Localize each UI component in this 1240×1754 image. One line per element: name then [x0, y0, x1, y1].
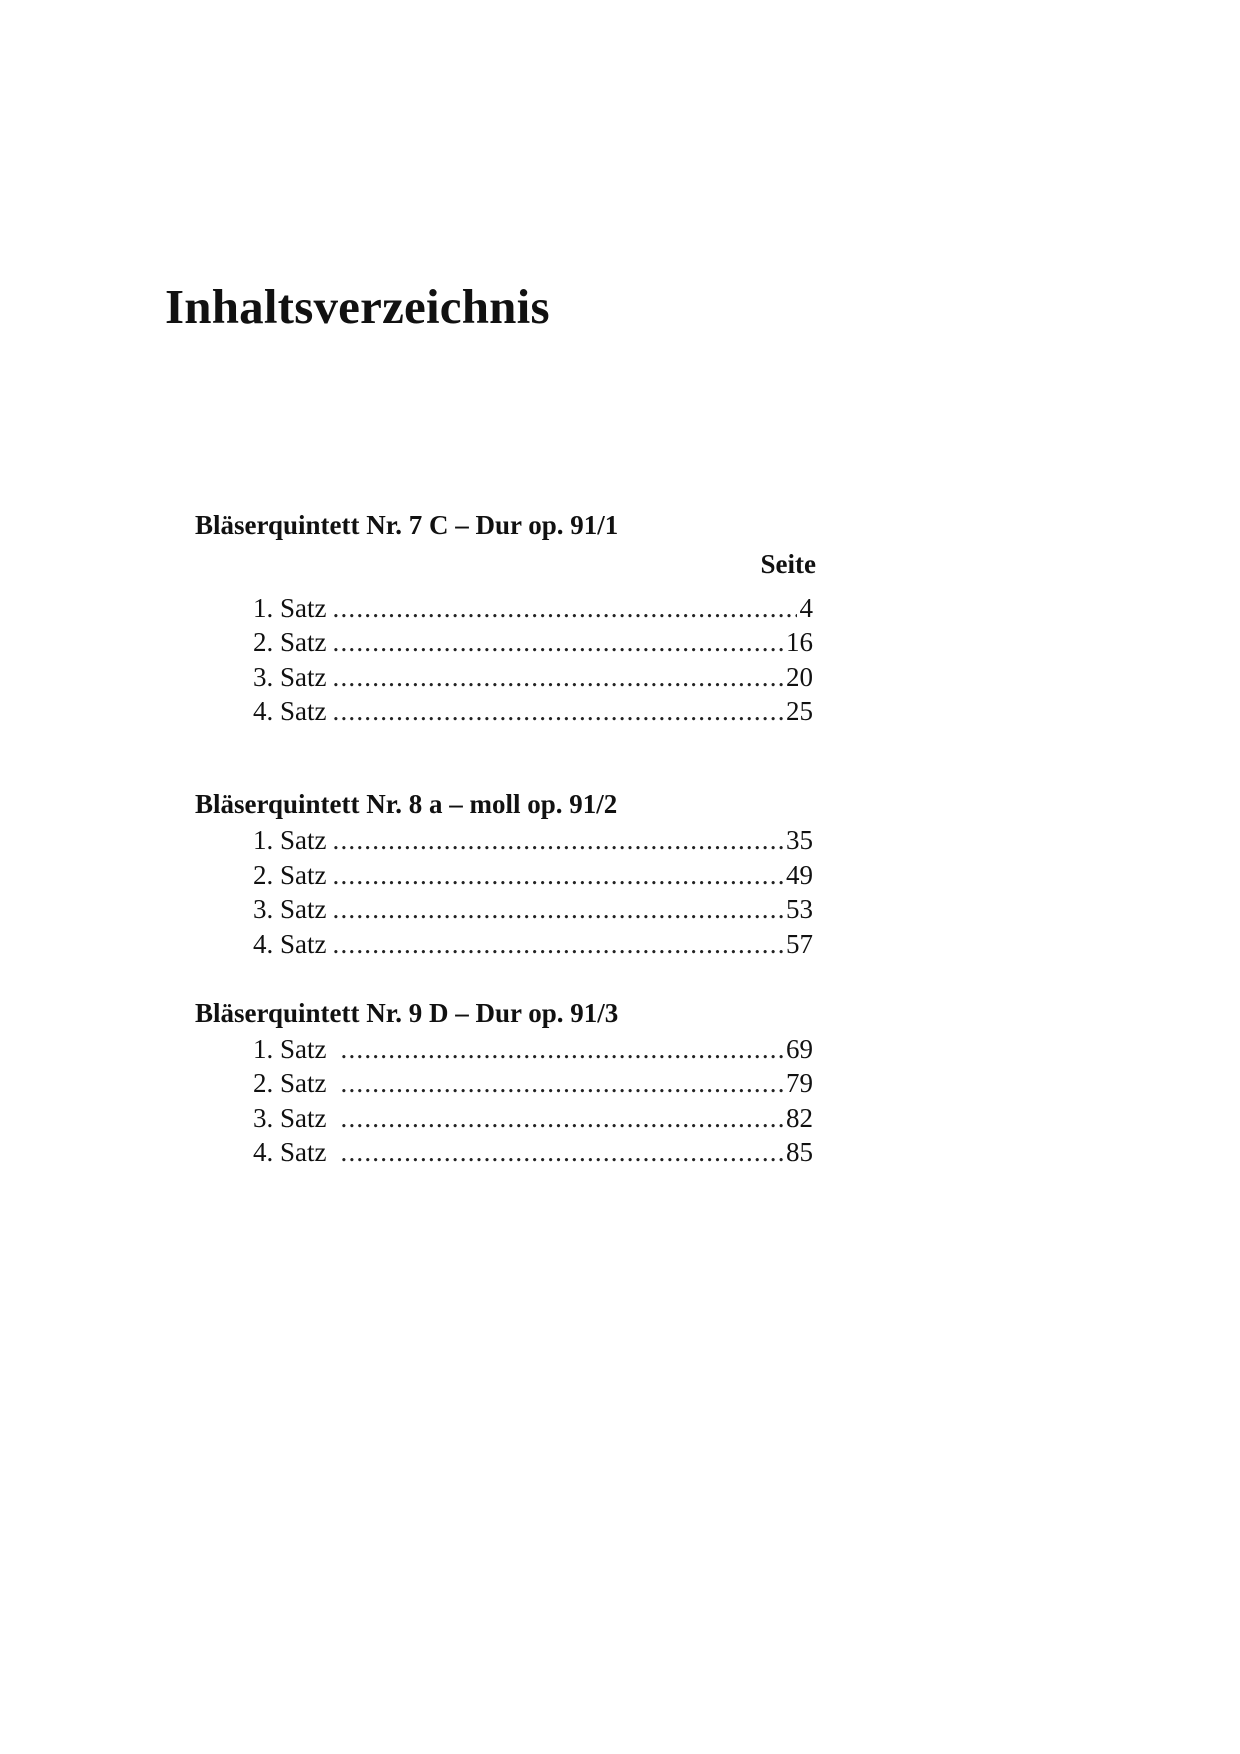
toc-entry-nr9-satz1[interactable] [253, 1036, 813, 1068]
movement-label: 4. Satz [253, 1137, 327, 1167]
movement-label: 4. Satz [253, 696, 327, 726]
page-number: 53 [786, 894, 813, 924]
page-number: 57 [786, 929, 813, 959]
work-heading-nr9: Bläserquintett Nr. 9 D – Dur op. 91/3 [195, 998, 619, 1028]
toc-entry-nr7-satz3[interactable] [253, 664, 813, 696]
dot-leader [333, 698, 784, 725]
movement-label: 2. Satz [253, 627, 327, 657]
movement-label: 2. Satz [253, 1068, 327, 1098]
dot-leader [341, 1070, 784, 1097]
dot-leader [341, 1139, 784, 1166]
movement-label: 1. Satz [253, 1034, 327, 1064]
page-number: 16 [786, 627, 813, 657]
movement-label: 1. Satz [253, 593, 327, 623]
page-number: 82 [786, 1103, 813, 1133]
toc-entry-nr8-satz2[interactable] [253, 862, 813, 894]
dot-leader [333, 931, 784, 958]
work-heading-nr8: Bläserquintett Nr. 8 a – moll op. 91/2 [195, 789, 618, 819]
page-title: Inhaltsverzeichnis [165, 279, 550, 334]
page-number: 25 [786, 696, 813, 726]
work-heading-nr7: Bläserquintett Nr. 7 C – Dur op. 91/1 [195, 510, 619, 540]
dot-leader [341, 1105, 784, 1132]
toc-entry-nr7-satz2[interactable] [253, 629, 813, 661]
toc-entry-nr9-satz2[interactable] [253, 1070, 813, 1102]
toc-entry-nr7-satz4[interactable] [253, 698, 813, 730]
dot-leader [333, 629, 784, 656]
page-number: 4 [799, 593, 813, 623]
movement-label: 2. Satz [253, 860, 327, 890]
movement-label: 3. Satz [253, 1103, 327, 1133]
dot-leader [333, 827, 784, 854]
toc-entry-nr8-satz4[interactable] [253, 931, 813, 963]
toc-entry-nr9-satz3[interactable] [253, 1105, 813, 1137]
toc-entry-nr9-satz4[interactable] [253, 1139, 813, 1171]
page-number: 85 [786, 1137, 813, 1167]
movement-label: 3. Satz [253, 662, 327, 692]
page-number: 49 [786, 860, 813, 890]
movement-label: 4. Satz [253, 929, 327, 959]
page-column-header: Seite [760, 549, 816, 579]
page-number: 35 [786, 825, 813, 855]
page-number: 20 [786, 662, 813, 692]
toc-entry-nr8-satz3[interactable] [253, 896, 813, 928]
page-number: 79 [786, 1068, 813, 1098]
dot-leader [333, 896, 784, 923]
dot-leader [341, 1036, 784, 1063]
toc-entry-nr8-satz1[interactable] [253, 827, 813, 859]
dot-leader [333, 664, 784, 691]
movement-label: 1. Satz [253, 825, 327, 855]
movement-label: 3. Satz [253, 894, 327, 924]
dot-leader [333, 595, 797, 622]
page-number: 69 [786, 1034, 813, 1064]
toc-entry-nr7-satz1[interactable] [253, 595, 813, 627]
dot-leader [333, 862, 784, 889]
